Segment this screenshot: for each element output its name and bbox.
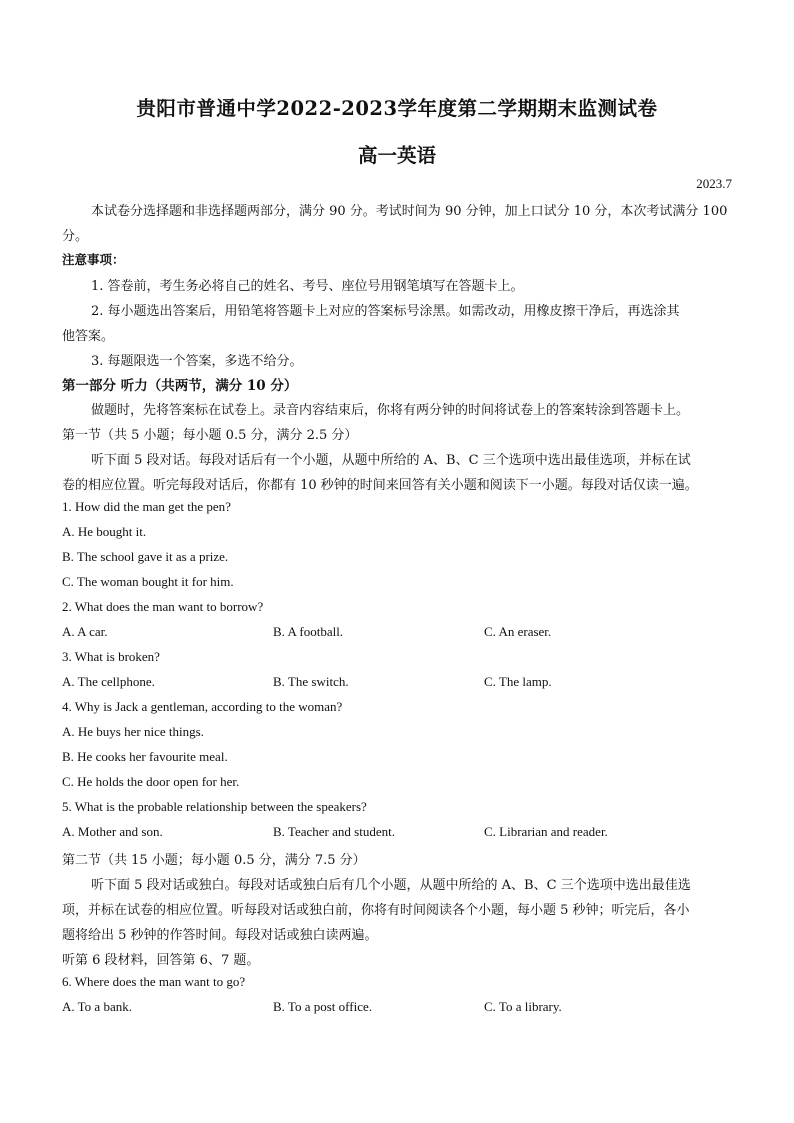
notes-item-1: 1. 答卷前，考生务必将自己的姓名、考号、座位号用钢笔填写在答题卡上。 [91, 279, 524, 294]
question-4-option-a: A. He buys her nice things. [62, 724, 204, 739]
question-2-option-a: A. A car. [62, 624, 108, 639]
question-1-stem: 1. How did the man get the pen? [62, 499, 231, 514]
question-5-option-b: B. Teacher and student. [273, 824, 395, 839]
section1-instruction-1: 听下面 5 段对话。每段对话后有一个小题，从题中所给的 A、B、C 三个选项中选出最佳选项，并标在试 [91, 453, 691, 468]
part1-instruction: 做题时，先将答案标在试卷上。录音内容结束后，你将有两分钟的时间将试卷上的答案转涂到答题卡上。 [91, 403, 690, 418]
question-3-stem: 3. What is broken? [62, 649, 160, 664]
notes-heading: 注意事项： [62, 252, 125, 267]
question-4-option-b: B. He cooks her favourite meal. [62, 749, 228, 764]
question-5-stem: 5. What is the probable relationship between the speakers? [62, 799, 367, 814]
part1-heading: 第一部分 听力（共两节，满分 10 分） [62, 378, 298, 394]
exam-subtitle: 高一英语 [357, 144, 436, 167]
question-1-option-b: B. The school gave it as a prize. [62, 549, 229, 564]
material-6-instruction: 听第 6 段材料，回答第 6、7 题。 [62, 953, 260, 968]
exam-title: 贵阳市普通中学2022-2023学年度第二学期期末监测试卷 [136, 97, 658, 120]
question-2-option-c: C. An eraser. [484, 624, 552, 639]
question-6-option-b: B. To a post office. [273, 999, 372, 1014]
question-4-stem: 4. Why is Jack a gentleman, according to the woman? [62, 699, 343, 714]
intro-line-2: 分。 [62, 229, 89, 244]
question-2-option-b: B. A football. [273, 624, 344, 639]
question-4-option-c: C. He holds the door open for her. [62, 774, 240, 789]
question-5-option-a: A. Mother and son. [62, 824, 163, 839]
question-1-option-a: A. He bought it. [62, 524, 147, 539]
question-3-option-b: B. The switch. [273, 674, 349, 689]
question-6-option-a: A. To a bank. [62, 999, 132, 1014]
section1-instruction-2: 卷的相应位置。听完每段对话后，你都有 10 秒钟的时间来回答有关小题和阅读下一小题。每段对话仅读一遍。 [62, 478, 698, 493]
question-3-option-a: A. The cellphone. [62, 674, 155, 689]
exam-date: 2023.7 [696, 176, 732, 191]
question-6-stem: 6. Where does the man want to go? [62, 974, 246, 989]
section2-instruction-3: 题将给出 5 秒钟的作答时间。每段对话或独白读两遍。 [62, 928, 378, 943]
notes-item-2a: 2. 每小题选出答案后，用铅笔将答题卡上对应的答案标号涂黑。如需改动，用橡皮擦干净后，再选涂其 [91, 304, 680, 319]
intro-line-1: 本试卷分选择题和非选择题两部分，满分 90 分。考试时间为 90 分钟，加上口试分 10 分，本次考试满分 100 [91, 204, 728, 219]
question-1-option-c: C. The woman bought it for him. [62, 574, 234, 589]
notes-item-2b: 他答案。 [62, 329, 115, 344]
question-5-option-c: C. Librarian and reader. [484, 824, 608, 839]
section1-heading: 第一节（共 5 小题；每小题 0.5 分，满分 2.5 分） [62, 428, 358, 443]
section2-instruction-2: 项，并标在试卷的相应位置。听每段对话或独白前，你将有时间阅读各个小题，每小题 5 秒钟；听完后，各小 [62, 903, 690, 918]
question-3-option-c: C. The lamp. [484, 674, 552, 689]
notes-item-3: 3. 每题限选一个答案，多选不给分。 [91, 354, 303, 369]
question-6-option-c: C. To a library. [484, 999, 562, 1014]
section2-heading: 第二节（共 15 小题；每小题 0.5 分，满分 7.5 分） [62, 853, 366, 868]
question-2-stem: 2. What does the man want to borrow? [62, 599, 264, 614]
section2-instruction-1: 听下面 5 段对话或独白。每段对话或独白后有几个小题，从题中所给的 A、B、C 三个选项中选出最佳选 [91, 878, 691, 893]
